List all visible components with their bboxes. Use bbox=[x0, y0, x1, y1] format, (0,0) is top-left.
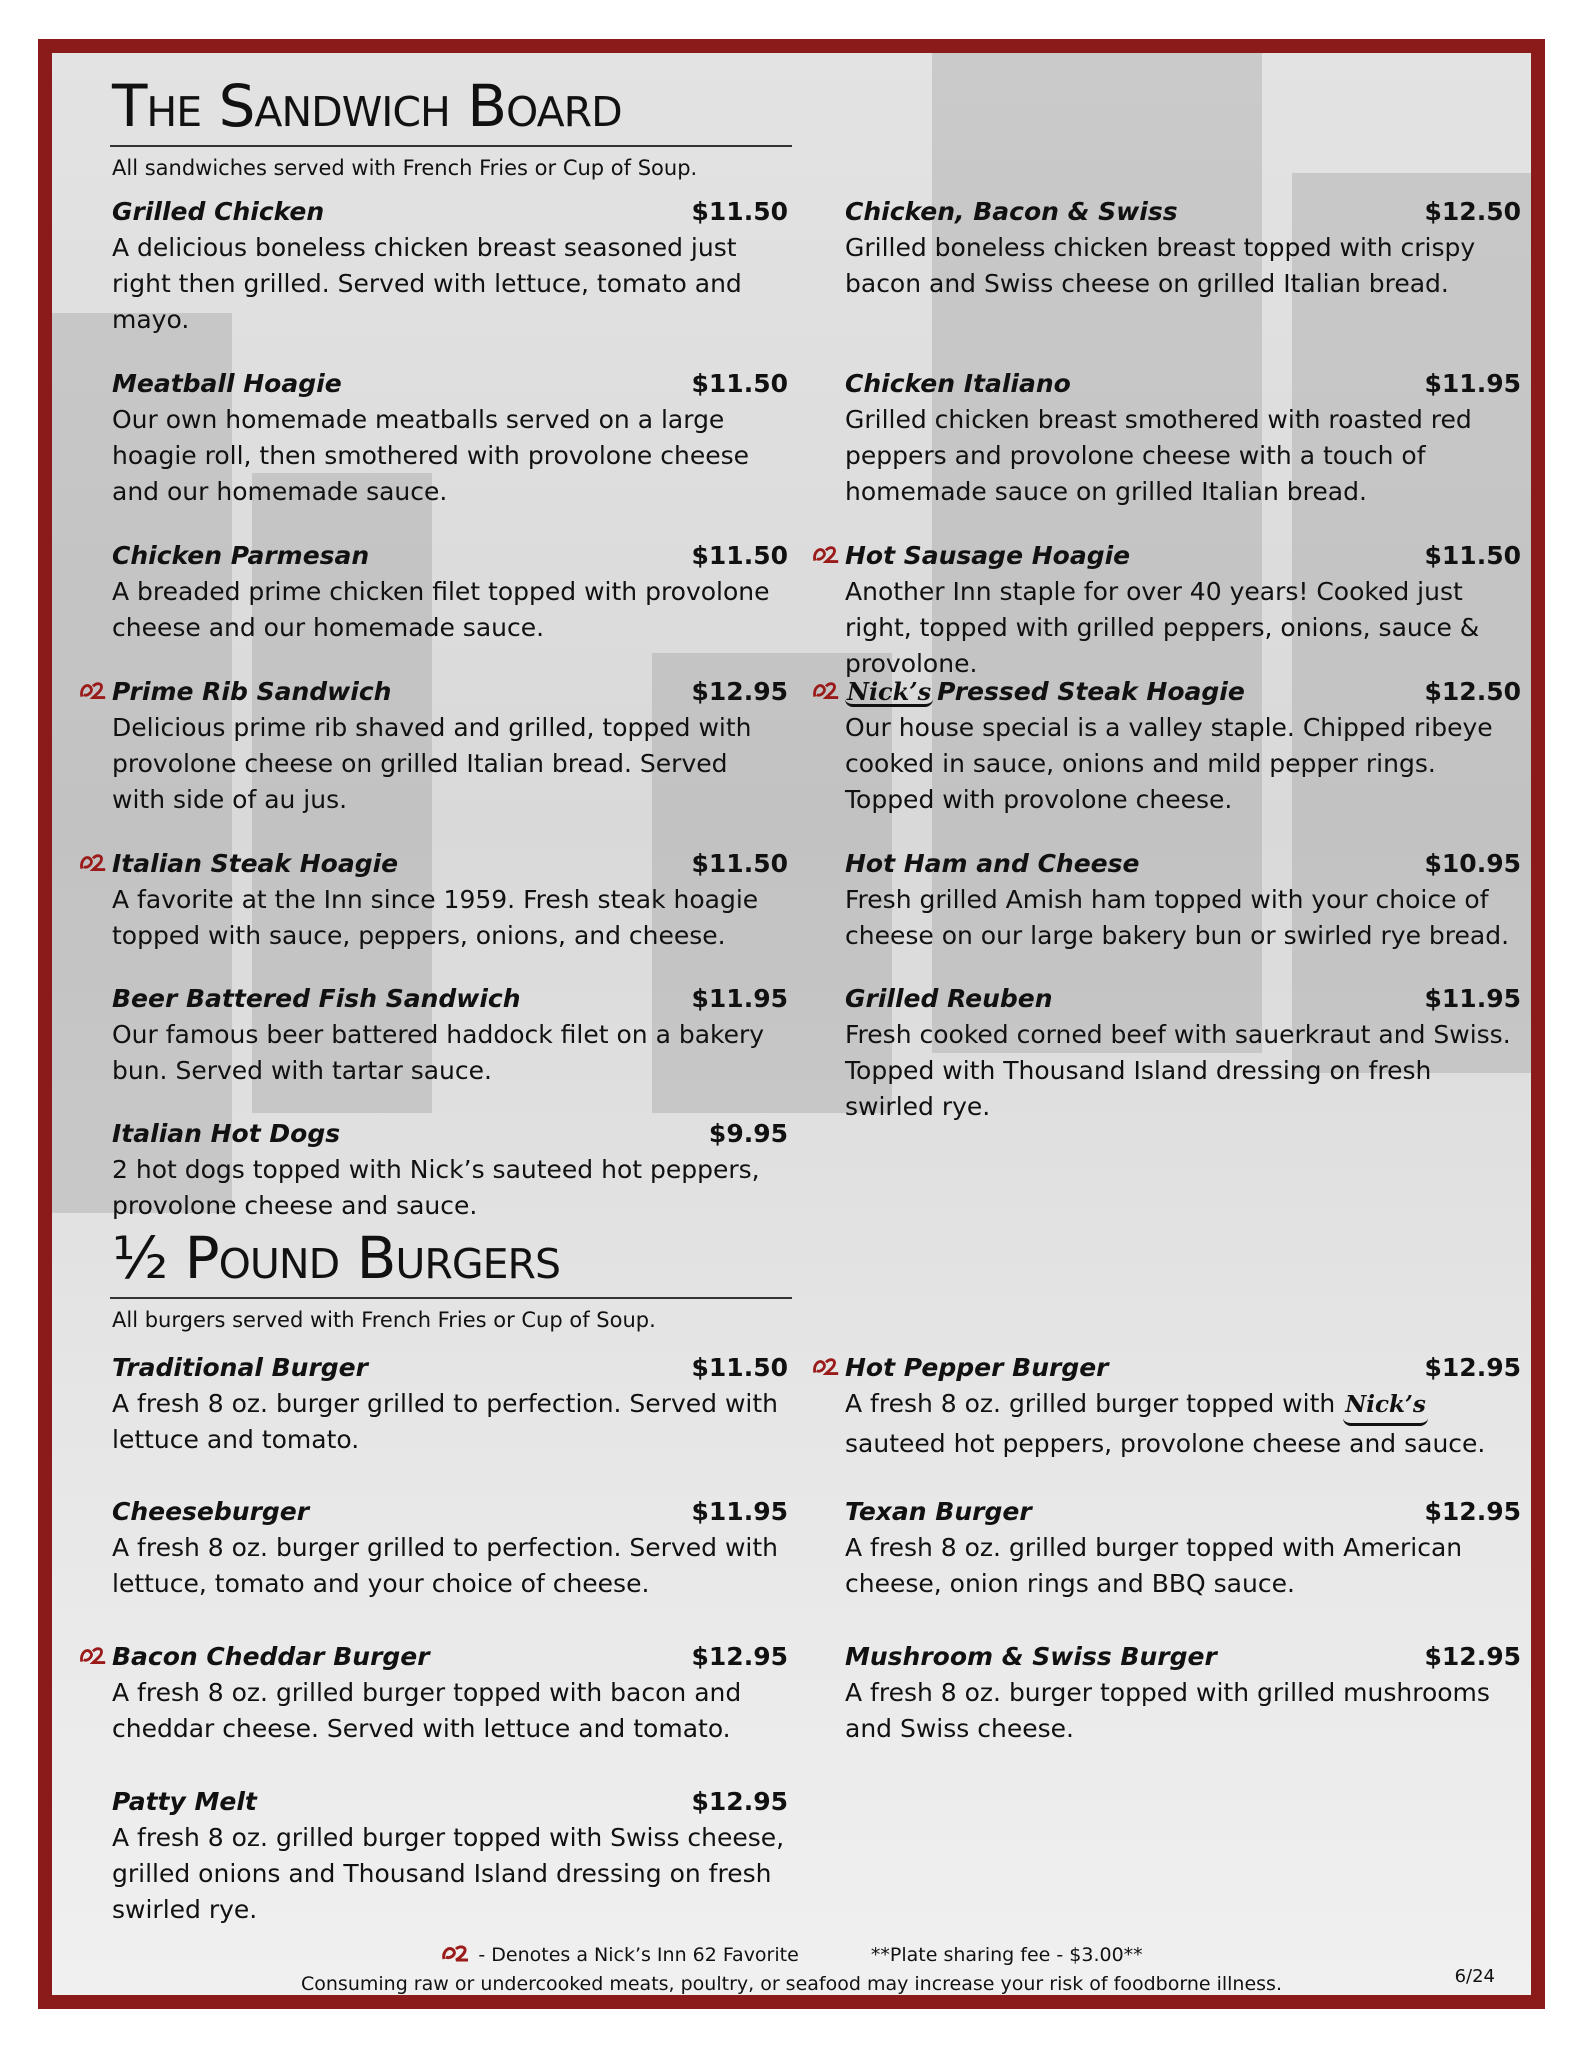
item-price: $12.95 bbox=[1424, 1497, 1521, 1526]
item-description bbox=[845, 1386, 1521, 1462]
menu-item bbox=[845, 1494, 1521, 1602]
item-price: $11.95 bbox=[1424, 369, 1521, 398]
item-description: Another Inn staple for over 40 years! Cooked just right, topped with grilled peppers, onions, sauce & provolone. bbox=[845, 577, 1480, 678]
sandwich-section-subtitle: All sandwiches served with French Fries or Cup of Soup. bbox=[112, 156, 698, 180]
item-name: Chicken Italiano bbox=[845, 369, 1071, 398]
menu-item bbox=[112, 1116, 788, 1224]
favorite-62-icon bbox=[811, 679, 841, 703]
menu-date-code: 6/24 bbox=[1454, 1966, 1495, 1987]
item-description: A fresh 8 oz. grilled burger topped with American cheese, onion rings and BBQ sauce. bbox=[845, 1533, 1463, 1598]
item-description: A fresh 8 oz. grilled burger topped with Swiss cheese, grilled onions and Thousand Island dressing on fresh swirled rye. bbox=[112, 1823, 785, 1924]
burger-title-divider bbox=[110, 1297, 792, 1299]
item-name: Texan Burger bbox=[845, 1497, 1032, 1526]
item-description: Fresh grilled Amish ham topped with your choice of cheese on our large bakery bun or swirled rye bread. bbox=[845, 885, 1510, 950]
item-name: Bacon Cheddar Burger bbox=[112, 1642, 430, 1671]
item-name: Chicken Parmesan bbox=[112, 541, 370, 570]
item-name: Hot Pepper Burger bbox=[845, 1353, 1109, 1382]
item-price: $12.95 bbox=[1424, 1642, 1521, 1671]
item-price: $11.50 bbox=[691, 197, 788, 226]
favorite-62-icon bbox=[78, 1644, 108, 1668]
menu-item bbox=[112, 538, 788, 646]
item-price: $12.50 bbox=[1424, 197, 1521, 226]
favorite-62-icon bbox=[440, 1943, 472, 1965]
item-name: Grilled Chicken bbox=[112, 197, 325, 226]
menu-item bbox=[112, 366, 788, 510]
menu-item bbox=[112, 1350, 788, 1458]
item-name: Hot Sausage Hoagie bbox=[845, 541, 1131, 570]
menu-item bbox=[112, 1784, 788, 1928]
item-description: A fresh 8 oz. burger grilled to perfection. Served with lettuce and tomato. bbox=[112, 1389, 778, 1454]
item-name: Italian Hot Dogs bbox=[112, 1119, 341, 1148]
item-description: A fresh 8 oz. burger grilled to perfection. Served with lettuce, tomato and your choice of cheese. bbox=[112, 1533, 778, 1598]
item-name: Mushroom & Swiss Burger bbox=[845, 1642, 1217, 1671]
item-name: Italian Steak Hoagie bbox=[112, 849, 399, 878]
sandwich-title-divider bbox=[110, 145, 792, 147]
item-description: Our famous beer battered haddock filet on a bakery bun. Served with tartar sauce. bbox=[112, 1020, 765, 1085]
nicks-logo: Nick’s bbox=[1343, 1387, 1428, 1426]
item-name: Hot Ham and Cheese bbox=[845, 849, 1140, 878]
menu-item bbox=[845, 538, 1521, 682]
sandwich-section-title: The Sandwich Board bbox=[112, 72, 622, 140]
menu-item bbox=[112, 981, 788, 1089]
item-price: $11.95 bbox=[691, 984, 788, 1013]
menu-item bbox=[112, 1639, 788, 1747]
item-description: Grilled boneless chicken breast topped with crispy bacon and Swiss cheese on grilled Italian bread. bbox=[845, 233, 1476, 298]
item-price: $11.50 bbox=[691, 541, 788, 570]
item-description: A breaded prime chicken filet topped with provolone cheese and our homemade sauce. bbox=[112, 577, 770, 642]
item-name: Cheeseburger bbox=[112, 1497, 310, 1526]
menu-item bbox=[112, 194, 788, 338]
item-price: $11.50 bbox=[691, 849, 788, 878]
item-price: $12.50 bbox=[1424, 677, 1521, 706]
item-description: A fresh 8 oz. grilled burger topped with bacon and cheddar cheese. Served with lettuce and tomato. bbox=[112, 1678, 742, 1743]
item-name: Grilled Reuben bbox=[845, 984, 1053, 1013]
item-description: Our house special is a valley staple. Chipped ribeye cooked in sauce, onions and mild pepper rings. Topped with provolone cheese. bbox=[845, 713, 1493, 814]
footer-legend-line bbox=[52, 1943, 1531, 1966]
favorite-62-icon bbox=[78, 851, 108, 875]
menu-item bbox=[845, 674, 1521, 818]
nicks-logo: Nick’s bbox=[847, 677, 932, 706]
item-description: 2 hot dogs topped with Nick’s sauteed hot peppers, provolone cheese and sauce. bbox=[112, 1155, 760, 1220]
favorite-62-icon bbox=[811, 543, 841, 567]
item-description-end: sauteed hot peppers, provolone cheese and sauce. bbox=[845, 1429, 1486, 1458]
item-description: A fresh 8 oz. burger topped with grilled mushrooms and Swiss cheese. bbox=[845, 1678, 1490, 1743]
item-price: $12.95 bbox=[1424, 1353, 1521, 1382]
menu-item bbox=[845, 1350, 1521, 1462]
item-description: Fresh cooked corned beef with sauerkraut and Swiss. Topped with Thousand Island dressing on fresh swirled rye. bbox=[845, 1020, 1511, 1121]
menu-item bbox=[845, 846, 1521, 954]
menu-item bbox=[112, 674, 788, 818]
item-name: Prime Rib Sandwich bbox=[112, 677, 392, 706]
burger-section-title: ½ Pound Burgers bbox=[112, 1224, 561, 1292]
foodborne-illness-warning: Consuming raw or undercooked meats, poultry, or seafood may increase your risk of foodborne illness. bbox=[301, 1973, 1282, 1995]
item-price: $11.50 bbox=[691, 1353, 788, 1382]
item-description: A favorite at the Inn since 1959. Fresh steak hoagie topped with sauce, peppers, onions, and cheese. bbox=[112, 885, 759, 950]
menu-item bbox=[845, 194, 1521, 302]
menu-item bbox=[845, 366, 1521, 510]
menu-item bbox=[112, 1494, 788, 1602]
item-price: $12.95 bbox=[691, 1787, 788, 1816]
item-price: $12.95 bbox=[691, 1642, 788, 1671]
item-price: $11.95 bbox=[1424, 984, 1521, 1013]
burger-section-subtitle: All burgers served with French Fries or Cup of Soup. bbox=[112, 1308, 656, 1332]
item-name: Traditional Burger bbox=[112, 1353, 368, 1382]
menu-frame bbox=[38, 39, 1545, 2009]
favorite-62-icon bbox=[811, 1355, 841, 1379]
item-name: Pressed Steak Hoagie bbox=[937, 677, 1245, 706]
plate-sharing-fee: **Plate sharing fee - $3.00** bbox=[870, 1944, 1143, 1966]
item-price: $11.50 bbox=[1424, 541, 1521, 570]
item-price: $11.50 bbox=[691, 369, 788, 398]
item-name: Chicken, Bacon & Swiss bbox=[845, 197, 1178, 226]
item-name: Beer Battered Fish Sandwich bbox=[112, 984, 521, 1013]
item-description: Our own homemade meatballs served on a large hoagie roll, then smothered with provolone cheese and our homemade sauce. bbox=[112, 405, 749, 506]
menu-item bbox=[112, 846, 788, 954]
item-price: $12.95 bbox=[691, 677, 788, 706]
menu-item bbox=[845, 1639, 1521, 1747]
item-name: Patty Melt bbox=[112, 1787, 257, 1816]
item-description: Delicious prime rib shaved and grilled, topped with provolone cheese on grilled Italian bread. Served with side of au jus. bbox=[112, 713, 752, 814]
item-name: Meatball Hoagie bbox=[112, 369, 342, 398]
favorite-legend-text: - Denotes a Nick’s Inn 62 Favorite bbox=[478, 1944, 799, 1966]
item-description: A delicious boneless chicken breast seasoned just right then grilled. Served with lettuce, tomato and mayo. bbox=[112, 233, 742, 334]
item-price: $9.95 bbox=[708, 1119, 788, 1148]
item-description-start: A fresh 8 oz. grilled burger topped with bbox=[845, 1389, 1336, 1418]
item-description: Grilled chicken breast smothered with roasted red peppers and provolone cheese with a touch of homemade sauce on grilled Italian bread. bbox=[845, 405, 1472, 506]
menu-item bbox=[845, 981, 1521, 1125]
item-price: $11.95 bbox=[691, 1497, 788, 1526]
item-price: $10.95 bbox=[1424, 849, 1521, 878]
favorite-62-icon bbox=[78, 679, 108, 703]
